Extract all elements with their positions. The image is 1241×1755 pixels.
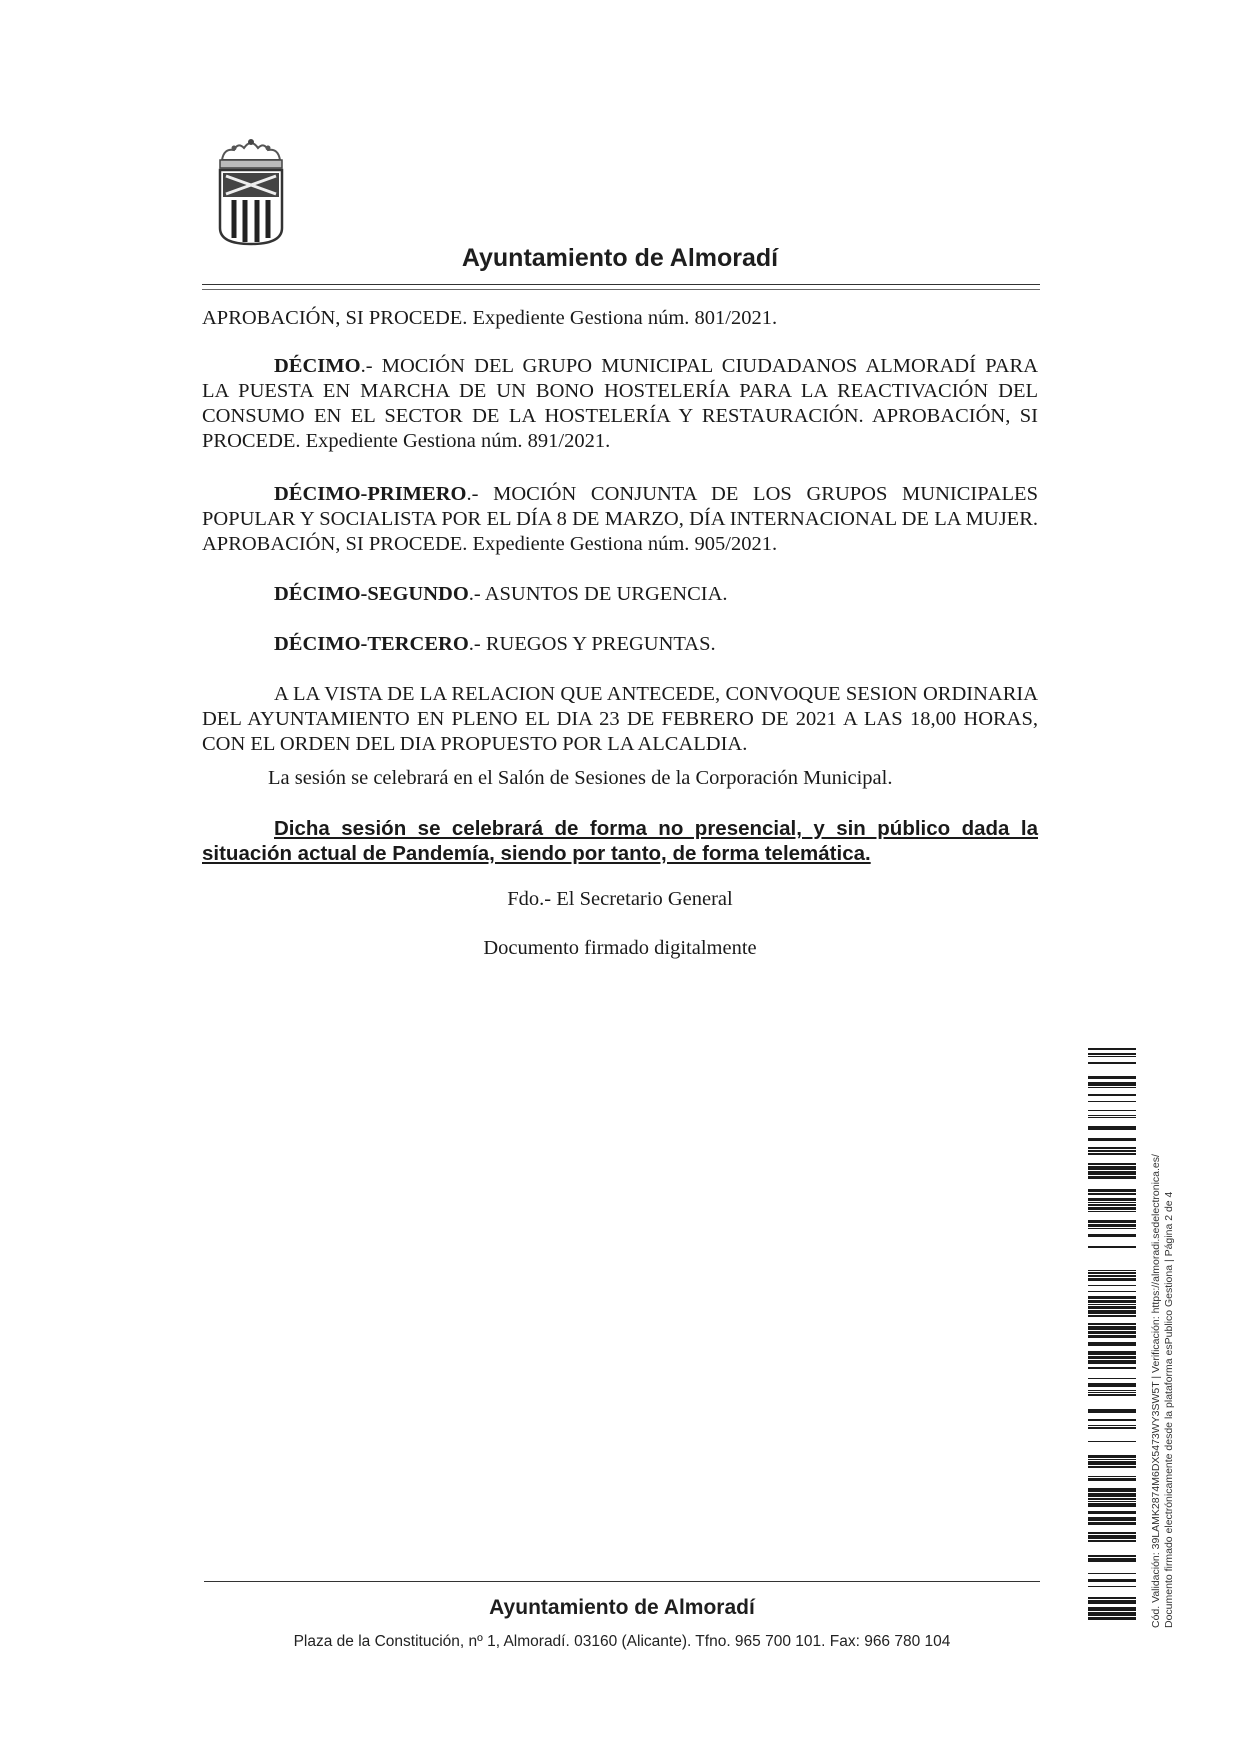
barcode-bar bbox=[1088, 1306, 1136, 1309]
barcode-bar bbox=[1088, 1466, 1136, 1468]
paragraph-approval: APROBACIÓN, SI PROCEDE. Expediente Gestiona núm. 801/2021. bbox=[202, 307, 778, 329]
verification-line-1: Cód. Validación: 39LAMK2874M6DX5473WY3SW5T | Verificación: https://almoradi.sedelectronica.es/ bbox=[1150, 1154, 1162, 1628]
barcode-bar bbox=[1088, 1555, 1136, 1557]
barcode-bar bbox=[1088, 1455, 1136, 1458]
barcode-bar bbox=[1088, 1493, 1136, 1497]
paragraph-decimo-primero bbox=[202, 482, 1038, 557]
barcode-bar bbox=[1088, 1101, 1136, 1102]
barcode-bar bbox=[1088, 1579, 1136, 1582]
verification-line-2: Documento firmado electrónicamente desde la plataforma esPublico Gestiona | Página 2 de 4 bbox=[1163, 1191, 1175, 1628]
item-label-decimo-segundo: DÉCIMO-SEGUNDO bbox=[274, 583, 469, 605]
barcode-bar bbox=[1088, 1193, 1136, 1195]
item-label-decimo: DÉCIMO bbox=[274, 355, 361, 377]
barcode-bar bbox=[1088, 1094, 1136, 1096]
item-label-decimo-tercero: DÉCIMO-TERCERO bbox=[274, 633, 469, 655]
barcode-bar bbox=[1088, 1150, 1136, 1152]
barcode-bar bbox=[1088, 1304, 1136, 1305]
barcode-bar bbox=[1088, 1211, 1136, 1212]
footer-title: Ayuntamiento de Almoradí bbox=[489, 1596, 755, 1619]
barcode-bar bbox=[1088, 1597, 1136, 1599]
barcode-bar bbox=[1088, 1331, 1136, 1334]
barcode-bar bbox=[1088, 1087, 1136, 1088]
footer-address: Plaza de la Constitución, nº 1, Almoradí. 03160 (Alicante). Tfno. 965 700 101. Fax: 966 780 104 bbox=[293, 1633, 951, 1650]
barcode-bar bbox=[1088, 1275, 1136, 1277]
barcode-bar bbox=[1088, 1115, 1136, 1116]
barcode-bar bbox=[1088, 1522, 1136, 1525]
barcode-bar bbox=[1088, 1459, 1136, 1460]
barcode-bar bbox=[1088, 1441, 1136, 1442]
barcode-bar bbox=[1088, 1607, 1136, 1611]
barcode-bar bbox=[1088, 1220, 1136, 1223]
paragraph-decimo bbox=[202, 354, 1038, 454]
paragraph-decimo-tercero bbox=[202, 632, 1038, 657]
barcode-bar bbox=[1088, 1315, 1136, 1317]
barcode-bar bbox=[1088, 1612, 1136, 1616]
barcode-bar bbox=[1088, 1207, 1136, 1210]
barcode-bar bbox=[1088, 1117, 1136, 1118]
barcode-bar bbox=[1088, 1163, 1136, 1165]
barcode-bar bbox=[1088, 1296, 1136, 1299]
barcode-bar bbox=[1088, 1272, 1136, 1274]
barcode-bar bbox=[1088, 1189, 1136, 1192]
barcode-bar bbox=[1088, 1478, 1136, 1481]
barcode-bar bbox=[1088, 1082, 1136, 1086]
barcode-bar bbox=[1088, 1228, 1136, 1229]
barcode-bar bbox=[1088, 1461, 1136, 1465]
barcode-bar bbox=[1088, 1425, 1136, 1426]
item-label-decimo-primero: DÉCIMO-PRIMERO bbox=[274, 483, 467, 505]
barcode-bar bbox=[1088, 1234, 1136, 1237]
barcode-bar bbox=[1088, 1394, 1136, 1396]
barcode-bar bbox=[1088, 1291, 1136, 1292]
header-divider bbox=[202, 284, 1040, 285]
barcode-bar bbox=[1088, 1285, 1136, 1286]
barcode-bar bbox=[1088, 1617, 1136, 1620]
barcode-bar bbox=[1088, 1176, 1136, 1179]
barcode-bar bbox=[1088, 1110, 1136, 1111]
barcode-bar bbox=[1088, 1383, 1136, 1387]
barcode-bar bbox=[1088, 1153, 1136, 1155]
barcode-bar bbox=[1088, 1503, 1136, 1507]
header-title: Ayuntamiento de Almoradí bbox=[461, 244, 779, 272]
coat-of-arms-icon bbox=[214, 138, 288, 246]
barcode-bar bbox=[1088, 1378, 1136, 1379]
footer-divider bbox=[204, 1581, 1040, 1582]
barcode-bar bbox=[1088, 1392, 1136, 1393]
barcode-bar bbox=[1088, 1147, 1136, 1149]
barcode-bar bbox=[1088, 1511, 1136, 1514]
notice-telematic: Dicha sesión se celebrará de forma no presencial, y sin público dada la situación actual de Pandemía, siendo por tanto, de forma telemática. bbox=[202, 817, 1038, 865]
barcode-bar bbox=[1088, 1323, 1136, 1325]
barcode-bar bbox=[1088, 1056, 1136, 1057]
item-text-decimo-primero: .- MOCIÓN CONJUNTA DE LOS GRUPOS MUNICIPALES POPULAR Y SOCIALISTA POR EL DÍA 8 DE MARZO, DÍA INTERNACIONAL DE LA MUJER. APROBACIÓN, SI PROCEDE. Expediente Gestiona núm. 905/2021. bbox=[202, 483, 1038, 555]
paragraph-decimo-segundo bbox=[202, 582, 1038, 607]
barcode-bar bbox=[1088, 1310, 1136, 1314]
barcode-bar bbox=[1088, 1532, 1136, 1534]
item-text-decimo-segundo: .- ASUNTOS DE URGENCIA. bbox=[468, 583, 728, 605]
barcode-bar bbox=[1088, 1342, 1136, 1346]
item-text-decimo: .- MOCIÓN DEL GRUPO MUNICIPAL CIUDADANOS ALMORADÍ PARA LA PUESTA EN MARCHA DE UN BONO HOSTELERÍA PARA LA REACTIVACIÓN DEL CONSUMO EN EL SECTOR DE LA HOSTELERÍA Y RESTAURACIÓN. APROBACIÓN, SI PROCEDE. Expediente Gestiona núm. 891/2021. bbox=[202, 355, 1038, 452]
barcode-bar bbox=[1088, 1278, 1136, 1281]
barcode-bar bbox=[1088, 1335, 1136, 1338]
barcode-bar bbox=[1088, 1540, 1136, 1542]
barcode-bar bbox=[1088, 1062, 1136, 1064]
barcode-bar bbox=[1088, 1419, 1136, 1421]
verification-text bbox=[1150, 1068, 1176, 1628]
barcode-bar bbox=[1088, 1204, 1136, 1206]
barcode-bar bbox=[1088, 1053, 1136, 1055]
barcode-icon bbox=[1088, 1048, 1136, 1628]
barcode-bar bbox=[1088, 1573, 1136, 1574]
barcode-bar bbox=[1088, 1535, 1136, 1539]
paragraph-convocatoria: A LA VISTA DE LA RELACION QUE ANTECEDE, CONVOQUE SESION ORDINARIA DEL AYUNTAMIENTO EN PLENO EL DIA 23 DE FEBRERO DE 2021 A LAS 18,00 HORAS, CON EL ORDEN DEL DIA PROPUESTO POR LA ALCALDIA. bbox=[202, 683, 1038, 755]
barcode-bar bbox=[1088, 1476, 1136, 1477]
barcode-bar bbox=[1088, 1409, 1136, 1413]
barcode-bar bbox=[1088, 1076, 1136, 1079]
barcode-bar bbox=[1088, 1356, 1136, 1359]
barcode-bar bbox=[1088, 1300, 1136, 1303]
barcode-bar bbox=[1088, 1202, 1136, 1203]
barcode-bar bbox=[1088, 1171, 1136, 1175]
barcode-bar bbox=[1088, 1517, 1136, 1521]
paragraph-lugar: La sesión se celebrará en el Salón de Sesiones de la Corporación Municipal. bbox=[268, 767, 893, 789]
header-divider-secondary bbox=[202, 289, 1040, 290]
barcode-bar bbox=[1088, 1360, 1136, 1364]
barcode-bar bbox=[1088, 1246, 1136, 1248]
barcode-bar bbox=[1088, 1198, 1136, 1201]
barcode-bar bbox=[1088, 1367, 1136, 1369]
barcode-bar bbox=[1088, 1224, 1136, 1227]
barcode-bar bbox=[1088, 1138, 1136, 1141]
barcode-bar bbox=[1088, 1126, 1136, 1130]
barcode-bar bbox=[1088, 1351, 1136, 1355]
barcode-bar bbox=[1088, 1488, 1136, 1492]
barcode-bar bbox=[1088, 1498, 1136, 1500]
barcode-bar bbox=[1088, 1270, 1136, 1271]
barcode-bar bbox=[1088, 1427, 1136, 1429]
item-text-decimo-tercero: .- RUEGOS Y PREGUNTAS. bbox=[468, 633, 716, 655]
barcode-bar bbox=[1088, 1048, 1136, 1050]
barcode-bar bbox=[1088, 1586, 1136, 1587]
barcode-bar bbox=[1088, 1501, 1136, 1502]
digital-signature-note: Documento firmado digitalmente bbox=[483, 937, 757, 959]
barcode-bar bbox=[1088, 1600, 1136, 1604]
signature-line: Fdo.- El Secretario General bbox=[507, 888, 733, 910]
barcode-bar bbox=[1088, 1326, 1136, 1330]
barcode-bar bbox=[1088, 1390, 1136, 1391]
barcode-bar bbox=[1088, 1558, 1136, 1562]
barcode-bar bbox=[1088, 1166, 1136, 1170]
